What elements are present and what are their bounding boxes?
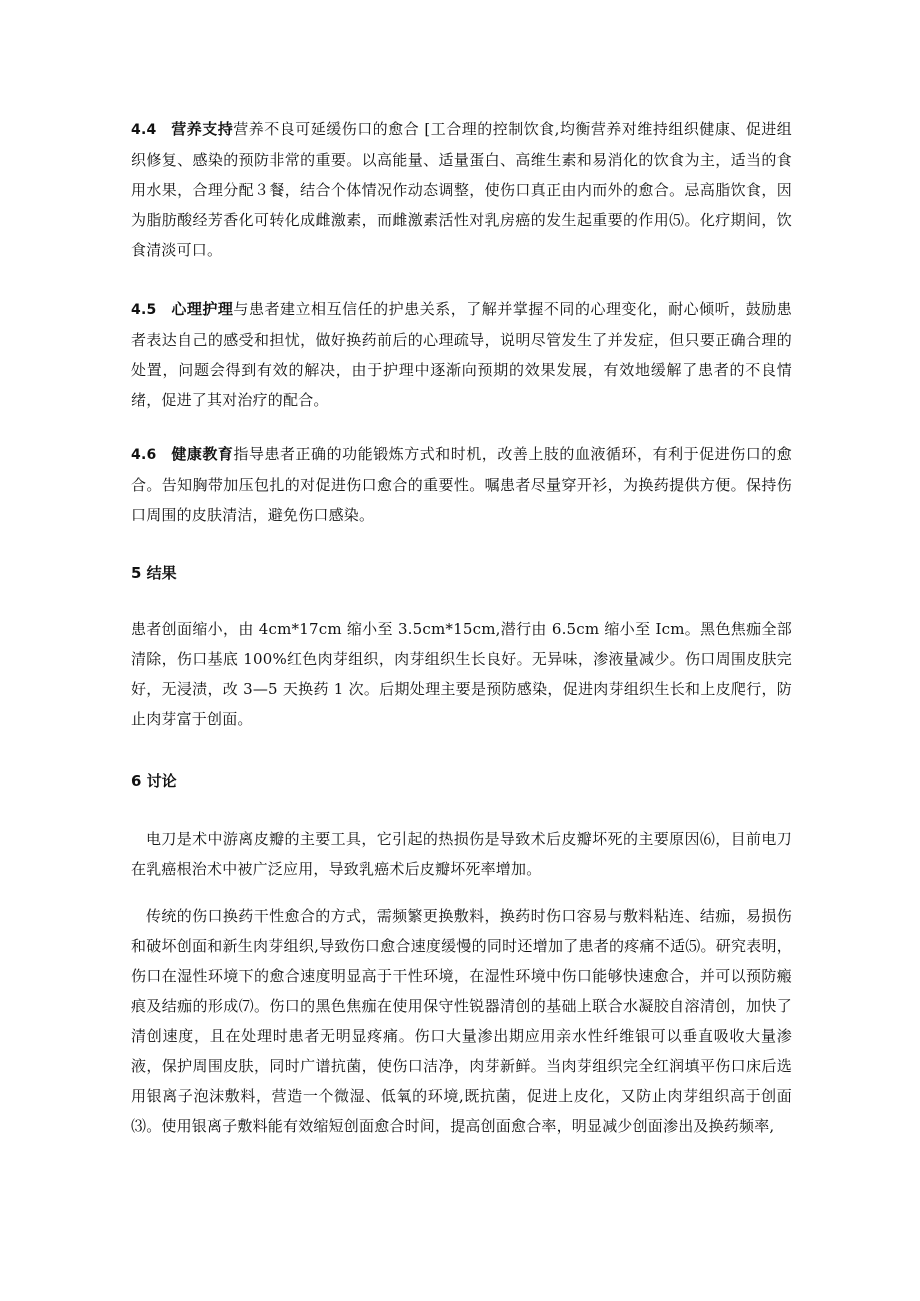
section-heading: 心理护理 bbox=[171, 300, 234, 318]
section-heading: 健康教育 bbox=[171, 445, 234, 463]
section-body: 营养不良可延缓伤口的愈合 [工合理的控制饮食,均衡营养对维持组织健康、促进组织修复、感染的预防非常的重要。以高能量、适量蛋白、高维生素和易消化的饮食为主，适当的食用水果，合理分配３餐，结合个体情况作动态调整，使伤口真正由内而外的愈合。忌高脂饮食，因为脂肪酸经芳香化可转化成雌激素，而雌激素活性对乳房癌的发生起重要的作用⑸。化疗期间，饮食清淡可口。 bbox=[131, 120, 792, 259]
section-4-4 bbox=[131, 114, 792, 265]
section-number: 4.4 bbox=[131, 122, 157, 138]
discussion-paragraph-2: 传统的伤口换药干性愈合的方式，需频繁更换敷料，换药时伤口容易与敷料粘连、结痂，易损伤和破坏创面和新生肉芽组织,导致伤口愈合速度缓慢的同时还增加了患者的疼痛不适⑸。研究表明，伤口在湿性环境下的愈合速度明显高于干性环境，在湿性环境中伤口能够快速愈合，并可以预防瘢痕及结痂的形成⑺。伤口的黑色焦痂在使用保守性锐器清创的基础上联合水凝胶自溶清创，加快了清创速度，且在处理时患者无明显疼痛。伤口大量渗出期应用亲水性纤维银可以垂直吸收大量渗液，保护周围皮肤，同时广谱抗菌，使伤口洁净，肉芽新鲜。当肉芽组织完全红润填平伤口床后选用银离子泡沫敷料，营造一个微湿、低氧的环境,既抗菌，促进上皮化，又防止肉芽组织高于创面⑶。使用银离子敷料能有效缩短创面愈合时间，提高创面愈合率，明显减少创面渗出及换药频率, bbox=[131, 907, 792, 1135]
section-number: 4.6 bbox=[131, 447, 157, 463]
discussion-title: 6 讨论 bbox=[131, 772, 177, 790]
discussion-paragraph-1: 电刀是术中游离皮瓣的主要工具，它引起的热损伤是导致术后皮瓣坏死的主要原因⑹，目前电刀在乳癌根治术中被广泛应用，导致乳癌术后皮瓣坏死率增加。 bbox=[131, 830, 792, 878]
results-title: 5 结果 bbox=[131, 564, 177, 582]
section-body: 与患者建立相互信任的护患关系，了解并掌握不同的心理变化，耐心倾听，鼓励患者表达自己的感受和担忧，做好换药前后的心理疏导，说明尽管发生了并发症，但只要正确合理的处置，问题会得到有效的解决，由于护理中逐渐向预期的效果发展，有效地缓解了患者的不良情绪，促进了其对治疗的配合。 bbox=[131, 300, 792, 409]
section-heading: 营养支持 bbox=[171, 120, 234, 138]
section-body: 指导患者正确的功能锻炼方式和时机，改善上肢的血液循环，有利于促进伤口的愈合。告知胸带加压包扎的对促进伤口愈合的重要性。嘱患者尽量穿开衫，为换药提供方便。保持伤口周围的皮肤清洁，避免伤口感染。 bbox=[131, 445, 792, 524]
section-4-5 bbox=[131, 294, 792, 415]
results-body: 患者创面缩小，由 4cm*17cm 缩小至 3.5cm*15cm,潜行由 6.5cm 缩小至 Icm。黑色焦痂全部清除，伤口基底 100%红色肉芽组织，肉芽组织生长良好。无异味，渗液量减少。伤口周围皮肤完好，无浸渍，改 3—5 天换药 1 次。后期处理主要是预防感染，促进肉芽组织生长和上皮爬行，防止肉芽富于创面。 bbox=[131, 620, 792, 728]
section-4-6 bbox=[131, 439, 792, 530]
section-number: 4.5 bbox=[131, 302, 157, 318]
